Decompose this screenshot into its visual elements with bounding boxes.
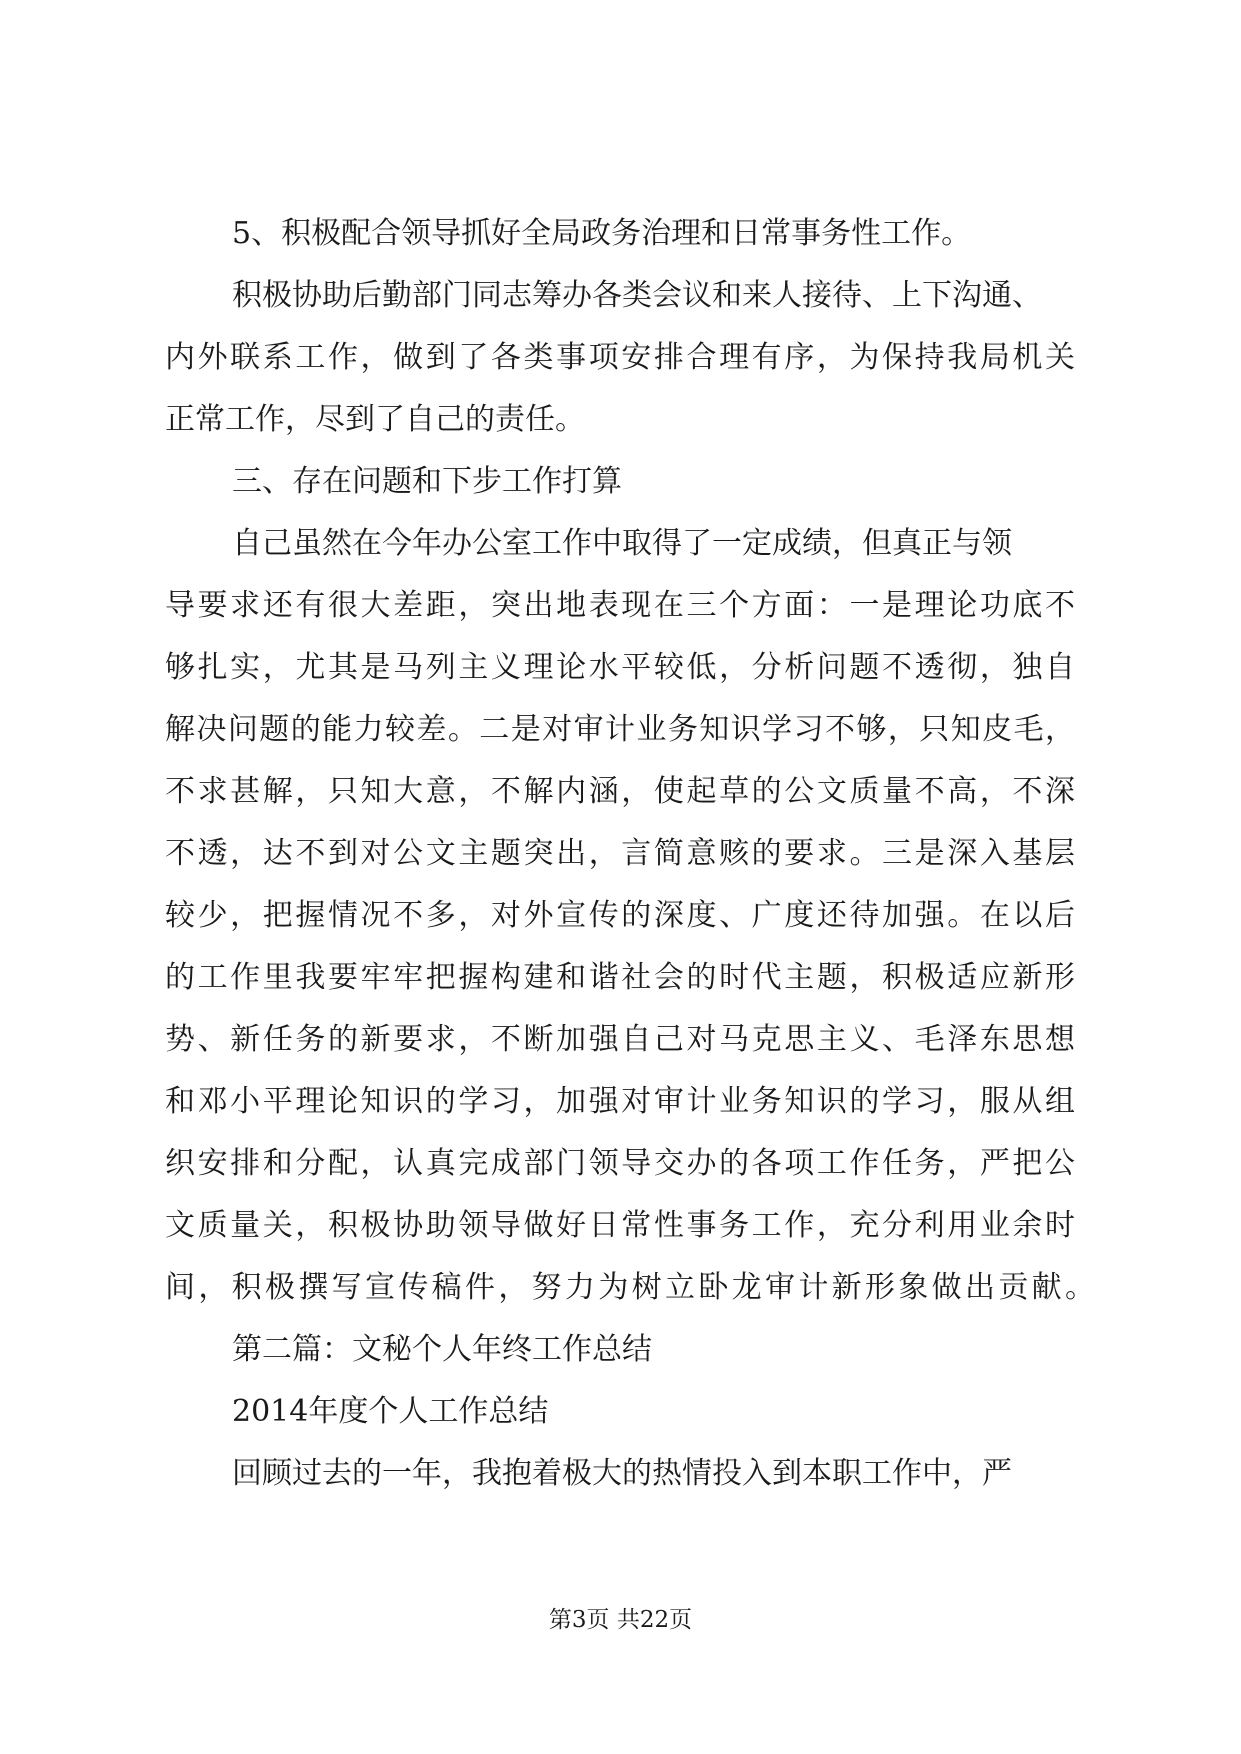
paragraph-line: 文质量关，积极协助领导做好日常性事务工作，充分利用业余时 xyxy=(165,1208,1075,1243)
paragraph-line: 导要求还有很大差距，突出地表现在三个方面：一是理论功底不 xyxy=(165,588,1075,623)
paragraph-line: 的工作里我要牢牢把握构建和谐社会的时代主题，积极适应新形 xyxy=(165,960,1075,995)
paragraph-line: 够扎实，尤其是马列主义理论水平较低，分析问题不透彻，独自 xyxy=(165,650,1075,685)
paragraph-line: 解决问题的能力较差。二是对审计业务知识学习不够，只知皮毛， xyxy=(165,712,1075,747)
paragraph-line: 势、新任务的新要求，不断加强自己对马克思主义、毛泽东思想 xyxy=(165,1022,1075,1057)
paragraph-line: 积极协助后勤部门同志筹办各类会议和来人接待、上下沟通、 xyxy=(232,278,1042,313)
subsection-title: 2014年度个人工作总结 xyxy=(232,1394,549,1429)
page-footer: 第3页 共22页 xyxy=(548,1607,693,1633)
section-heading: 三、存在问题和下步工作打算 xyxy=(232,464,622,499)
paragraph-line: 自己虽然在今年办公室工作中取得了一定成绩，但真正与领 xyxy=(232,526,1012,561)
paragraph-line: 不求甚解，只知大意，不解内涵，使起草的公文质量不高，不深 xyxy=(165,774,1075,809)
paragraph-line: 较少，把握情况不多，对外宣传的深度、广度还待加强。在以后 xyxy=(165,898,1075,933)
paragraph-line: 织安排和分配，认真完成部门领导交办的各项工作任务，严把公 xyxy=(165,1146,1075,1181)
paragraph-line: 正常工作，尽到了自己的责任。 xyxy=(165,402,585,437)
paragraph-line: 内外联系工作，做到了各类事项安排合理有序，为保持我局机关 xyxy=(165,340,1075,375)
paragraph-line: 5、积极配合领导抓好全局政务治理和日常事务性工作。 xyxy=(232,216,972,251)
paragraph-line: 回顾过去的一年，我抱着极大的热情投入到本职工作中，严 xyxy=(232,1456,1012,1491)
section-heading: 第二篇：文秘个人年终工作总结 xyxy=(232,1332,652,1367)
paragraph-line: 不透，达不到对公文主题突出，言简意赅的要求。三是深入基层 xyxy=(165,836,1075,871)
paragraph-line: 间，积极撰写宣传稿件，努力为树立卧龙审计新形象做出贡献。 xyxy=(165,1270,1095,1305)
paragraph-line: 和邓小平理论知识的学习，加强对审计业务知识的学习，服从组 xyxy=(165,1084,1075,1119)
